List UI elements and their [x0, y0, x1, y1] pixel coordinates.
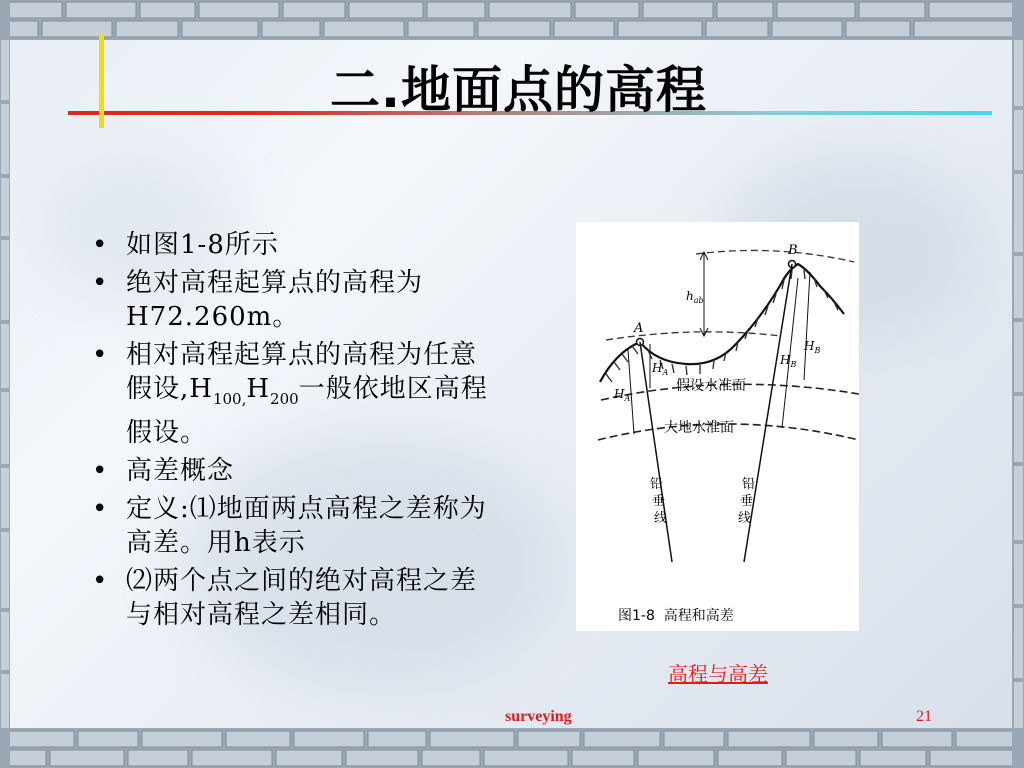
bullet-icon: • [92, 340, 109, 370]
list-item [88, 266, 503, 334]
subscript: 100, [212, 390, 247, 408]
bullet-text: ⑵两个点之间的绝对高程之差与相对高程之差相同。 [126, 566, 478, 630]
label-a: A [634, 321, 644, 336]
plumb-label-left-1: 铅 [650, 477, 664, 492]
stone-border-top [0, 0, 1024, 40]
geoid-label: 大地水准面 [664, 420, 734, 436]
bullet-icon: • [92, 230, 109, 260]
plumb-label-right-2: 垂 [740, 494, 754, 509]
label-b: B [788, 243, 798, 258]
list-item [88, 492, 503, 560]
plumb-label-left-3: 线 [654, 511, 668, 526]
bullet-icon: • [92, 494, 109, 524]
list-item [88, 564, 503, 632]
bullet-text: 相对高程起算点的高程为任意假设,H [126, 340, 478, 404]
list-item [88, 338, 503, 450]
elevation-diagram [576, 222, 859, 631]
assumed-datum-label: 假设水准面 [676, 378, 746, 394]
bullet-text: 高差概念 [126, 456, 235, 486]
bullet-list [88, 228, 503, 636]
stone-border-bottom [0, 728, 1024, 768]
page-number: 21 [916, 708, 932, 725]
label-ha: $H_A$ [614, 387, 631, 403]
label-hb-prime: $H_B$ [804, 339, 821, 355]
bullet-text: 一般依地区高程假设。 [126, 374, 488, 448]
stone-border-right [1012, 0, 1024, 768]
label-hab: $h_{ab}$ [686, 289, 704, 305]
bullet-icon: • [92, 268, 109, 298]
bullet-text: 定义:⑴地面两点高程之差称为高差。用h表示 [126, 494, 487, 558]
plumb-label-right-3: 线 [738, 511, 752, 526]
list-item [88, 454, 503, 488]
subscript: 200 [270, 390, 299, 408]
figure-caption: 图1-8 高程和高差 [618, 608, 734, 624]
label-ha-prime: $H_A$ [652, 361, 669, 377]
page-title: 二.地面点的高程 [330, 61, 707, 119]
title-accent-bar [99, 34, 104, 128]
bullet-icon: • [92, 456, 109, 486]
footer-text: surveying [505, 708, 572, 725]
list-item [88, 228, 503, 262]
stone-border-left [0, 0, 10, 768]
elevation-link[interactable]: 高程与高差 [668, 662, 768, 686]
bullet-text: 绝对高程起算点的高程为H72.260m。 [126, 268, 424, 332]
plumb-label-right-1: 铅 [742, 477, 756, 492]
plumb-label-left-2: 垂 [652, 494, 666, 509]
bullet-text: H [246, 374, 271, 404]
bullet-text: 如图1-8所示 [126, 230, 279, 260]
label-hb: $H_B$ [780, 353, 797, 369]
bullet-icon: • [92, 566, 109, 596]
